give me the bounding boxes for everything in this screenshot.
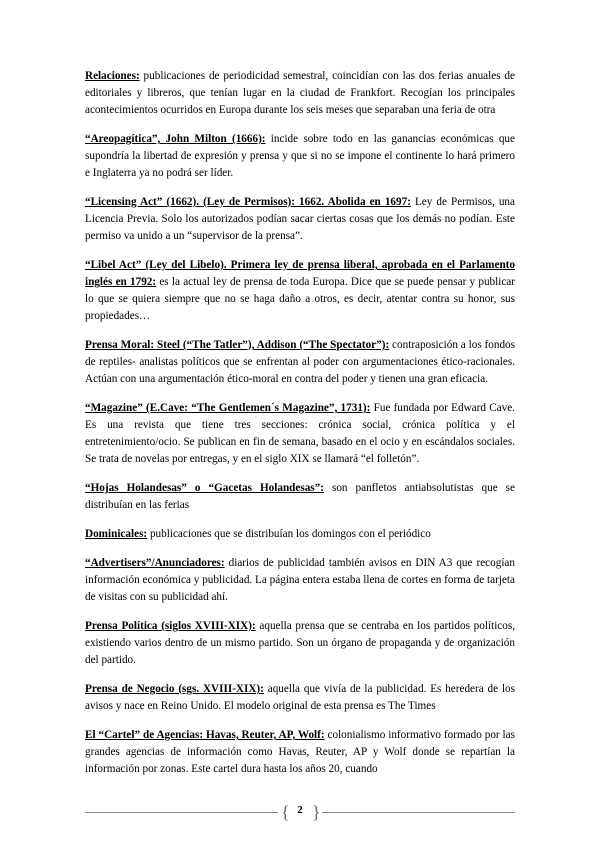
entry-licensing-act [85, 194, 515, 245]
entry-text: publicaciones que se distribuían los domingos con el periódico [147, 528, 431, 540]
entry-term: Prensa Moral: Steel (“The Tatler”), Addison (“The Spectator”): [85, 339, 390, 351]
entry-term: “Advertisers”/Anunciadores: [85, 557, 225, 569]
entry-prensa-moral [85, 337, 515, 388]
entry-dominicales [85, 526, 515, 543]
document-body [85, 68, 515, 790]
entry-term: El “Cartel” de Agencias: Havas, Reuter, AP, Wolf: [85, 729, 325, 741]
entry-prensa-negocio [85, 681, 515, 715]
entry-text: publicaciones de periodicidad semestral, coincidían con las dos ferias anuales de editoriales y libreros, que tenían lugar en la ciudad de Frankfort. Recogían los principales acontecimientos ocurridos en Europa durante los seis meses que separaban una feria de otra [85, 70, 515, 116]
entry-text: es la actual ley de prensa de toda Europa. Dice que se puede pensar y publicar lo que se quiera siempre que no se haga daño a otros, es decir, atentar contra su honor, sus propiedades… [85, 276, 516, 322]
entry-term: Prensa de Negocio (sgs. XVIII-XIX): [85, 683, 264, 695]
entry-text: incide sobre todo en las ganancias económicas que supondría la libertad de expresión y prensa y que si no se impone el continente lo hará primero e Inglaterra ya no podrá ser líder. [85, 133, 515, 179]
entry-relaciones [85, 68, 515, 119]
entry-term: Relaciones: [85, 70, 140, 82]
entry-libel-act [85, 257, 515, 325]
entry-term: “Libel Act” (Ley del Libelo). Primera ley de prensa liberal, aprobada en el Parlamento inglés en 1792: [85, 259, 515, 288]
entry-term: “Magazine” (E.Cave: “The Gentlemen´s Magazine”, 1731): [85, 402, 371, 414]
entry-text: aquella prensa que se centraba en los partidos políticos, existiendo varios dentro de un mismo partido. Son un órgano de propaganda y de organización del partido. [85, 620, 516, 666]
entry-text: Ley de Permisos, una Licencia Previa. Solo los autorizados podían sacar ciertas cosas que los demás no podían. Este permiso va unido a un “supervisor de la prensa”. [85, 196, 515, 242]
entry-text: son panfletos antiabsolutistas que se distribuían en las ferias [85, 482, 515, 511]
entry-text: contraposición a los fondos de reptiles- analistas políticos que se enfrentan al poder con argumentaciones ético-racionales. Actúan con una argumentación ético-moral en contra del poder y tienen una gran eficacia. [85, 339, 515, 385]
page-footer [85, 800, 515, 824]
entry-term: “Areopagítica”, John Milton (1666): [85, 133, 266, 145]
page-number: 2 [297, 804, 303, 816]
entry-term: “Licensing Act” (1662). (Ley de Permisos): 1662. Abolida en 1697: [85, 196, 411, 208]
entry-hojas-holandesas [85, 480, 515, 514]
entry-text: Fue fundada por Edward Cave. Es una revista que tiene tres secciones: crónica social, crónica política y el entretenimiento/ocio. Se publican en fin de semana, basado en el ocio y en escándalos sociales. Se trata de novelas por entregas, y en el siglo XIX se llamará “el folletón”. [85, 402, 515, 465]
entry-prensa-politica [85, 618, 515, 669]
footer-rule-right [322, 812, 515, 813]
entry-cartel-agencias [85, 727, 515, 778]
entry-text: colonialismo informativo formado por las grandes agencias de información como Havas, Reuter, AP y Wolf donde se repartían la información por zonas. Este cartel dura hasta los años 20, cuando [85, 729, 515, 775]
footer-rule-left [85, 812, 278, 813]
entry-term: “Hojas Holandesas” o “Gacetas Holandesas”: [85, 482, 324, 494]
entry-areopagitica [85, 131, 515, 182]
left-bracket-icon: { [281, 802, 290, 822]
entry-text: diarios de publicidad también avisos en DIN A3 que recogían información económica y publicidad. La página entera estaba llena de cortes en forma de tarjeta de visitas con su publicidad ahí. [85, 557, 515, 603]
entry-advertisers [85, 555, 515, 606]
entry-term: Dominicales: [85, 528, 148, 540]
entry-text: aquella que vivía de la publicidad. Es heredera de los avisos y nace en Reino Unido. El modelo original de esta prensa es The Times [85, 683, 515, 712]
entry-term: Prensa Política (siglos XVIII-XIX): [85, 620, 256, 632]
right-bracket-icon: } [312, 802, 321, 822]
entry-magazine [85, 400, 515, 468]
